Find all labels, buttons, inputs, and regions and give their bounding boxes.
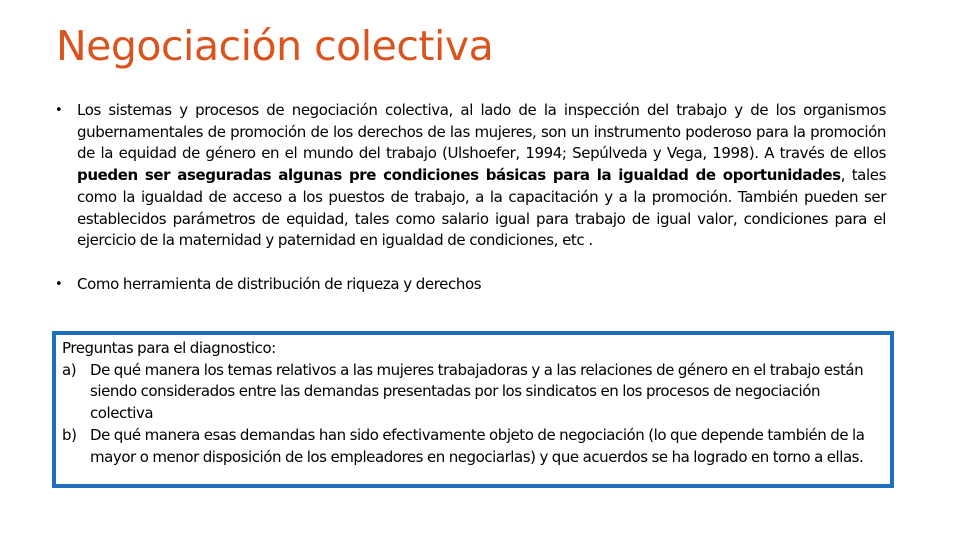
question-item-b: [62, 425, 884, 468]
bullet-list: [54, 100, 886, 296]
question-text: De qué manera los temas relativos a las mujeres trabajadoras y a las relaciones de género en el trabajo están siendo considerados entre las demandas presentadas por los sindicatos en los procesos de negociación colectiva: [90, 360, 864, 423]
diagnostic-questions-box: [52, 331, 894, 488]
bullet-text-after: , tales como la igualdad de acceso a los puestos de trabajo, a la capacitación y a la promoción. También pueden ser establecidos parámetros de equidad, tales como salario igual para trabajo de igual valor, condiciones para el ejercicio de la maternidad y paternidad en igualdad de condiciones, etc .: [77, 166, 886, 250]
bullet-marker: •: [55, 103, 63, 118]
bullet-item-collective-bargaining: [54, 100, 886, 252]
question-text: De qué manera esas demandas han sido efectivamente objeto de negociación (lo que depende también de la mayor o menor disposición de los empleadores en negociarlas) y que acuerdos se ha logrado en torno a ellas.: [90, 425, 865, 466]
question-marker: a): [62, 360, 77, 379]
slide-title: Negociación colectiva: [56, 22, 494, 70]
bullet-item-distribution-tool: [54, 274, 886, 296]
questions-heading: Preguntas para el diagnostico:: [62, 339, 276, 357]
bullet-marker: •: [55, 276, 63, 292]
question-item-a: [62, 360, 884, 425]
bullet-text-before: Los sistemas y procesos de negociación colectiva, al lado de la inspección del trabajo y de los organismos gubernamentales de promoción de los derechos de las mujeres, son un instrumento poderoso para la promoción de la equidad de género en el mundo del trabajo (Ulshoefer, 1994; Sepúlveda y Vega, 1998). A través de ellos: [77, 101, 886, 163]
question-marker: b): [62, 425, 77, 444]
bullet-text: Como herramienta de distribución de riqueza y derechos: [77, 274, 482, 293]
bullet-text-bold: pueden ser aseguradas algunas pre condiciones básicas para la igualdad de oportunidades: [77, 166, 841, 185]
